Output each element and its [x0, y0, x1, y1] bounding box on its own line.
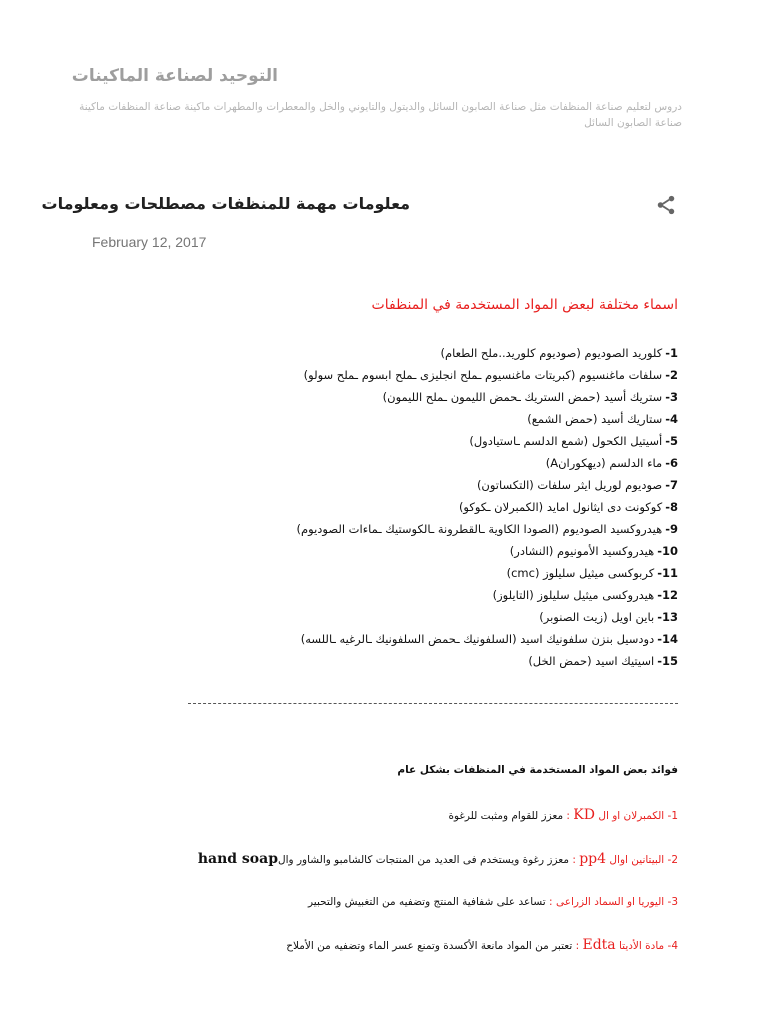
item-number: 13- [657, 610, 678, 624]
benefit-separator: : [545, 896, 556, 908]
item-text: كربوكسى ميثيل سليلوز (cmc) [506, 566, 655, 580]
post-date: February 12, 2017 [92, 234, 207, 250]
item-number: 4- [665, 412, 678, 426]
item-text: ستريك أسيد (حمض الستريك ـحمض الليمون ـملح الليمون) [382, 390, 663, 404]
benefit-description: تعتبر من المواد مانعة الأكسدة وتمنع عسر الماء وتضفيه من الأملاح [286, 940, 573, 952]
benefit-separator: : [569, 854, 580, 866]
item-number: 3- [665, 390, 678, 404]
blog-title[interactable]: التوحيد لصناعة الماكينات [71, 66, 278, 86]
list-item [78, 584, 678, 606]
list-item [78, 628, 678, 650]
section-heading: اسماء مختلفة لبعض المواد المستخدمة في المنظفات [371, 297, 678, 313]
benefit-name: 3- اليوريا او السماد الزراعى [555, 896, 678, 908]
benefit-separator: : [563, 810, 574, 822]
item-text: هيدروكسيد الأمونيوم (النشادر) [509, 544, 655, 558]
benefit-tail: hand soap [197, 851, 278, 867]
item-number: 11- [657, 566, 678, 580]
benefit-description: تساعد على شفافية المنتج وتضفيه من التغبيش والتحبير [308, 896, 546, 908]
benefit-name: 4- مادة الأديتا [618, 940, 678, 952]
benefit-item [308, 896, 678, 908]
list-item [78, 430, 678, 452]
list-item [78, 452, 678, 474]
item-text: صوديوم لوريل ايثر سلفات (التكساتون) [476, 478, 663, 492]
benefit-name: 1- الكمبرلان او ال [598, 810, 678, 822]
benefit-code: pp4 [579, 851, 607, 867]
benefit-description: معزز للقوام ومثبت للرغوة [448, 810, 564, 822]
item-number: 7- [665, 478, 678, 492]
item-text: باين اويل (زيت الصنوبر) [539, 610, 655, 624]
list-item [78, 606, 678, 628]
item-text: كوكونت دى ايثانول امايد (الكمبرلان ـكوكو) [458, 500, 663, 514]
benefit-code: Edta [582, 937, 616, 953]
list-item [78, 474, 678, 496]
list-item [78, 518, 678, 540]
materials-list [78, 342, 678, 672]
item-text: هيدروكسيد الصوديوم (الصودا الكاوية ـالقطرونة ـالكوستيك ـماءات الصوديوم) [296, 522, 663, 536]
blog-description: دروس لتعليم صناعة المنظفات مثل صناعة الصابون السائل والديتول والتايوني والخل والمعطرات والمطهرات ماكينة صناعة المنظفات ماكينة صناعة الصابون السائل [79, 101, 682, 129]
item-text: سلفات ماغنسيوم (كبريتات ماغنسيوم ـملح انجليزى ـملح ابسوم ـملح سولو) [303, 368, 663, 382]
dashed-divider [188, 703, 678, 704]
item-text: اسيتيك اسيد (حمض الخل) [528, 654, 655, 668]
list-item [78, 342, 678, 364]
item-text: كلوريد الصوديوم (صوديوم كلوريد..ملح الطعام) [440, 346, 663, 360]
list-item [78, 364, 678, 386]
benefit-description: معزز رغوة ويستخدم فى العديد من المنتجات كالشامبو والشاور وال [278, 854, 569, 866]
item-text: دودسيل بنزن سلفونيك اسيد (السلفونيك ـحمض السلفونيك ـالرغيه ـاللسه) [300, 632, 655, 646]
benefit-item [448, 807, 678, 823]
item-number: 2- [665, 368, 678, 382]
share-icon[interactable] [655, 194, 677, 216]
item-number: 14- [657, 632, 678, 646]
item-number: 1- [665, 346, 678, 360]
item-text: ستاريك أسيد (حمض الشمع) [527, 412, 663, 426]
list-item [78, 650, 678, 672]
benefit-item [198, 851, 678, 867]
item-number: 10- [657, 544, 678, 558]
list-item [78, 562, 678, 584]
item-number: 5- [665, 434, 678, 448]
post-title: معلومات مهمة للمنظفات مصطلحات ومعلومات [41, 194, 410, 213]
item-number: 8- [665, 500, 678, 514]
item-number: 6- [665, 456, 678, 470]
list-item [78, 496, 678, 518]
benefit-separator: : [572, 940, 583, 952]
item-number: 9- [665, 522, 678, 536]
benefit-name: 2- البيتانين اوال [609, 854, 678, 866]
benefits-heading: فوائد بعض المواد المستخدمة في المنظفات بشكل عام [397, 764, 678, 776]
item-text: أسيتيل الكحول (شمع الدلسم ـاستيادول) [469, 434, 663, 448]
benefit-code: KD [573, 807, 595, 823]
item-text: هيدروكسى ميثيل سليلوز (التايلوز) [492, 588, 655, 602]
list-item [78, 408, 678, 430]
item-text: ماء الدلسم (ديهكورانA) [545, 456, 663, 470]
item-number: 15- [657, 654, 678, 668]
benefit-item [286, 937, 678, 953]
item-number: 12- [657, 588, 678, 602]
list-item [78, 540, 678, 562]
list-item [78, 386, 678, 408]
